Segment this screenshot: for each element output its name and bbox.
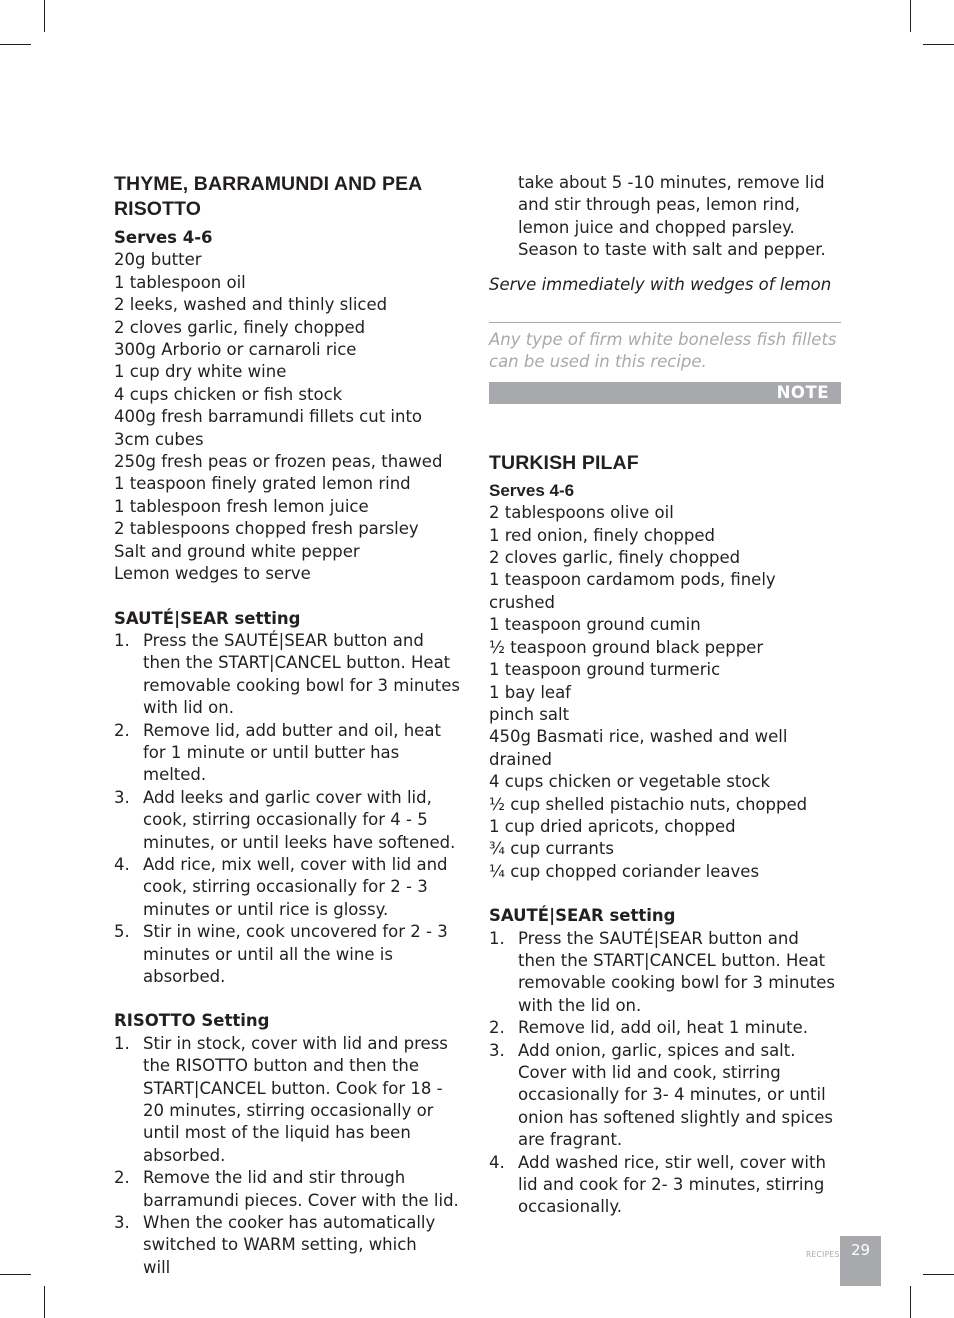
ingredient-item: 2 leeks, washed and thinly sliced (114, 295, 388, 315)
recipe-title: THYME, BARRAMUNDI AND PEA RISOTTO (114, 173, 422, 220)
step-number: 1. (114, 1033, 130, 1053)
step-number: 4. (489, 1152, 505, 1172)
method-step (114, 1167, 460, 1212)
note-label: NOTE (776, 382, 829, 402)
ingredient-item: 300g Arborio or carnaroli rice (114, 340, 357, 360)
ingredient-item: 1 teaspoon finely grated lemon rind (114, 474, 411, 494)
step-continuation: take about 5 -10 minutes, remove lid and stir through peas, lemon rind, lemon juice and chopped parsley. Season to taste with salt and pepper. (518, 173, 826, 260)
step-number: 3. (114, 1213, 130, 1233)
ingredient-item: 2 tablespoons chopped fresh parsley (114, 519, 419, 539)
method-step (489, 1040, 841, 1152)
note-divider (489, 322, 841, 323)
ingredient-item: ½ cup shelled pistachio nuts, chopped (489, 794, 808, 814)
method-step (114, 1033, 460, 1167)
step-number: 1. (489, 928, 505, 948)
risotto-heading: RISOTTO Setting (114, 1011, 270, 1031)
method-step (489, 1017, 841, 1039)
right-column (489, 172, 841, 1219)
section-label: RECIPES (806, 1250, 840, 1259)
note-text: Any type of firm white boneless fish fillets can be used in this recipe. (489, 330, 837, 372)
ingredient-item: 1 teaspoon ground cumin (489, 615, 701, 635)
method-step (114, 1212, 460, 1279)
step-text: Add washed rice, stir well, cover with lid and cook for 2- 3 minutes, stirring occasionally. (518, 1152, 826, 1217)
serving-suggestion: Serve immediately with wedges of lemon (489, 274, 832, 294)
serves-label: Serves 4-6 (114, 228, 213, 247)
ingredient-item: 1 tablespoon oil (114, 272, 246, 292)
crop-mark (0, 1274, 31, 1275)
ingredient-item: 1 cup dry white wine (114, 362, 287, 382)
step-text: When the cooker has automatically switched to WARM setting, which will (143, 1213, 436, 1277)
ingredient-item: ½ teaspoon ground black pepper (489, 637, 764, 657)
ingredient-item: 1 teaspoon cardamom pods, finely crushed (489, 570, 776, 612)
ingredient-item: ¼ cup chopped coriander leaves (489, 861, 760, 881)
ingredient-item: 450g Basmati rice, washed and well drained (489, 727, 788, 769)
crop-mark (0, 44, 31, 45)
risotto-steps (114, 1033, 460, 1279)
ingredient-item: 1 bay leaf (489, 682, 571, 702)
step-text: Remove lid, add oil, heat 1 minute. (518, 1018, 809, 1038)
ingredient-item: 2 cloves garlic, finely chopped (114, 317, 366, 337)
step-text: Stir in stock, cover with lid and press the RISOTTO button and then the START|CANCEL button. Cook for 18 - 20 minutes, stirring occasionally or until most of the liquid has been absorbed. (143, 1033, 448, 1165)
step-text: Remove the lid and stir through barramundi pieces. Cover with the lid. (143, 1168, 459, 1210)
note-label-bar (489, 382, 841, 404)
ingredient-item: 2 cloves garlic, finely chopped (489, 548, 741, 568)
ingredient-item: Salt and ground white pepper (114, 541, 360, 561)
saute-steps (489, 928, 841, 1219)
serves-label: Serves 4-6 (489, 480, 575, 500)
step-number: 1. (114, 630, 130, 650)
ingredient-item: 400g fresh barramundi fillets cut into 3cm cubes (114, 407, 423, 449)
ingredient-item: 1 red onion, finely chopped (489, 525, 716, 545)
ingredient-item: 1 tablespoon fresh lemon juice (114, 496, 369, 516)
step-number: 3. (114, 787, 130, 807)
method-step (114, 921, 460, 988)
step-number: 3. (489, 1040, 505, 1060)
method-step (114, 720, 460, 787)
step-text: Add rice, mix well, cover with lid and cook, stirring occasionally for 2 - 3 minutes or until rice is glossy. (143, 854, 448, 919)
step-text: Press the SAUTÉ|SEAR button and then the START|CANCEL button. Heat removable cooking bowl for 3 minutes with the lid on. (518, 928, 836, 1015)
page-number: 29 (850, 1241, 871, 1259)
method-step (489, 1152, 841, 1219)
method-step (114, 787, 460, 854)
crop-mark (44, 0, 45, 32)
ingredient-item: Lemon wedges to serve (114, 564, 311, 584)
page-number-box (840, 1236, 881, 1286)
method-step (489, 928, 841, 1018)
ingredient-item: ¾ cup currants (489, 839, 614, 859)
ingredient-item: 1 cup dried apricots, chopped (489, 816, 736, 836)
step-number: 2. (114, 1168, 130, 1188)
recipe-title: TURKISH PILAF (489, 451, 639, 474)
saute-heading: SAUTÉ|SEAR setting (114, 608, 301, 628)
ingredient-list (114, 249, 460, 585)
saute-steps (114, 630, 460, 989)
crop-mark (910, 1286, 911, 1318)
step-number: 4. (114, 854, 130, 874)
step-number: 2. (114, 720, 130, 740)
ingredient-item: 1 teaspoon ground turmeric (489, 660, 721, 680)
crop-mark (923, 44, 954, 45)
crop-mark (923, 1274, 954, 1275)
crop-mark (910, 0, 911, 32)
step-text: Add leeks and garlic cover with lid, cook, stirring occasionally for 4 - 5 minutes, or until leeks have softened. (143, 787, 456, 852)
step-text: Add onion, garlic, spices and salt. Cover with lid and cook, stirring occasionally for 3- 4 minutes, or until onion has softened slightly and spices are fragrant. (518, 1040, 834, 1150)
step-number: 2. (489, 1018, 505, 1038)
saute-heading: SAUTÉ|SEAR setting (489, 906, 676, 926)
method-step (114, 854, 460, 921)
step-text: Press the SAUTÉ|SEAR button and then the START|CANCEL button. Heat removable cooking bowl for 3 minutes with lid on. (143, 630, 461, 718)
step-text: Stir in wine, cook uncovered for 2 - 3 minutes or until all the wine is absorbed. (143, 922, 448, 986)
ingredient-item: 4 cups chicken or vegetable stock (489, 772, 771, 792)
ingredient-item: 4 cups chicken or fish stock (114, 384, 343, 404)
step-text: Remove lid, add butter and oil, heat for 1 minute or until butter has melted. (143, 720, 441, 785)
step-number: 5. (114, 922, 130, 942)
ingredient-item: 2 tablespoons olive oil (489, 503, 674, 523)
method-step (114, 630, 460, 720)
ingredient-item: pinch salt (489, 704, 570, 724)
ingredient-list (489, 502, 841, 883)
crop-mark (44, 1286, 45, 1318)
left-column (114, 172, 460, 1279)
ingredient-item: 250g fresh peas or frozen peas, thawed (114, 452, 443, 472)
ingredient-item: 20g butter (114, 250, 202, 270)
